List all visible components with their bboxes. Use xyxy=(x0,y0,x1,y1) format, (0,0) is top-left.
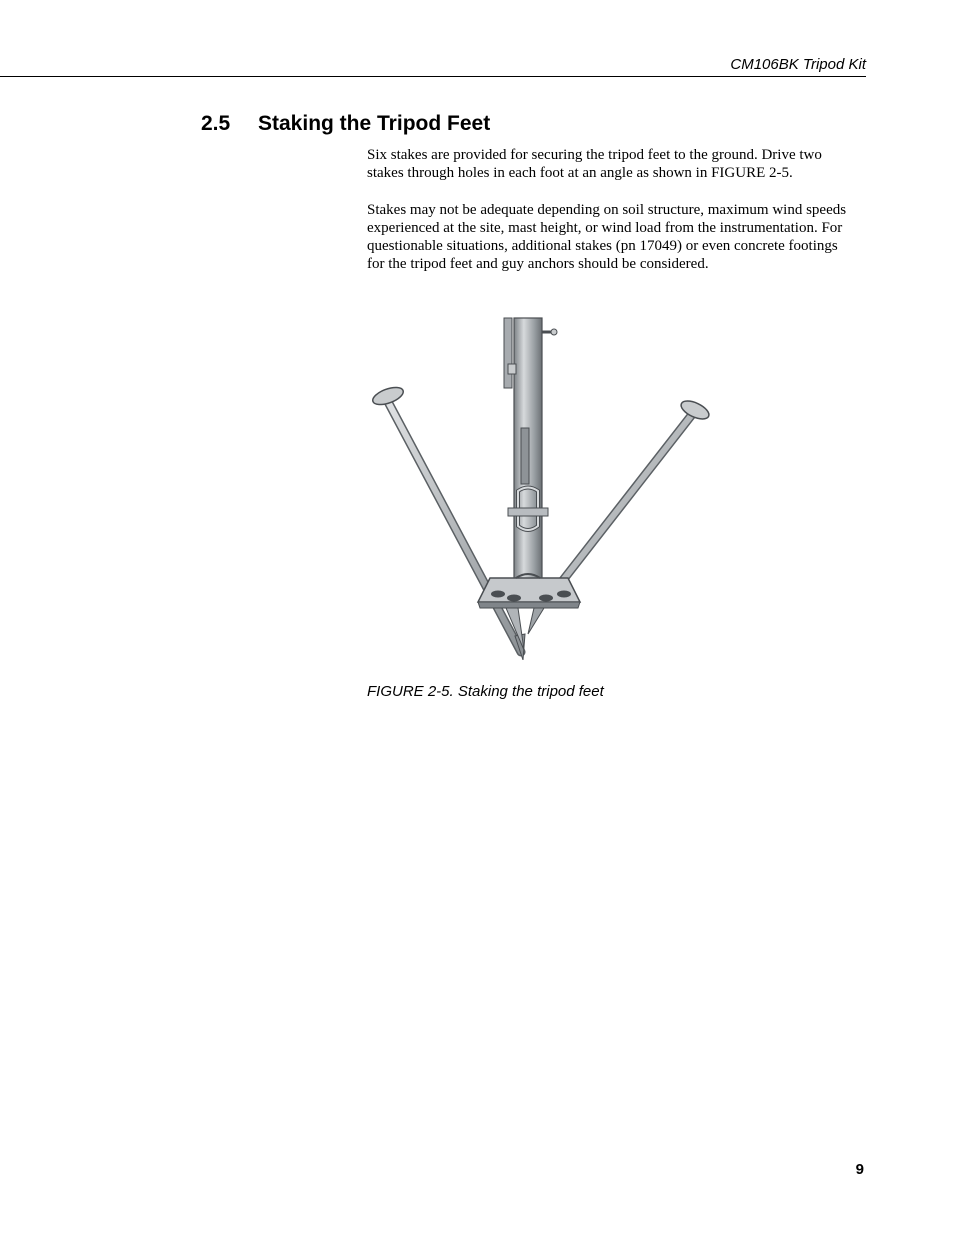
tripod-leg xyxy=(504,318,557,584)
stake-left xyxy=(371,384,525,660)
header-rule xyxy=(0,76,866,77)
paragraph-stakes-adequacy: Stakes may not be adequate depending on soil structure, maximum wind speeds experienced at the site, mast height, or wind load from the instrumentation. For questionable situations, additional stakes (pn 17049) or even concrete footings for the tripod feet and guy anchors should be considered. xyxy=(367,202,847,272)
figure-caption: FIGURE 2-5. Staking the tripod feet xyxy=(367,683,604,700)
page-number: 9 xyxy=(855,1161,864,1178)
section-title: Staking the Tripod Feet xyxy=(258,112,491,135)
running-header: CM106BK Tripod Kit xyxy=(730,56,866,73)
tripod-foot-illustration xyxy=(368,316,712,660)
stake-right xyxy=(560,397,712,584)
section-heading xyxy=(201,112,490,136)
section-number: 2.5 xyxy=(201,112,231,135)
foot-plate xyxy=(478,574,580,608)
paragraph-stakes-provided: Six stakes are provided for securing the tripod feet to the ground. Drive two stakes through holes in each foot at an angle as shown in FIGURE 2-5. xyxy=(367,147,822,181)
